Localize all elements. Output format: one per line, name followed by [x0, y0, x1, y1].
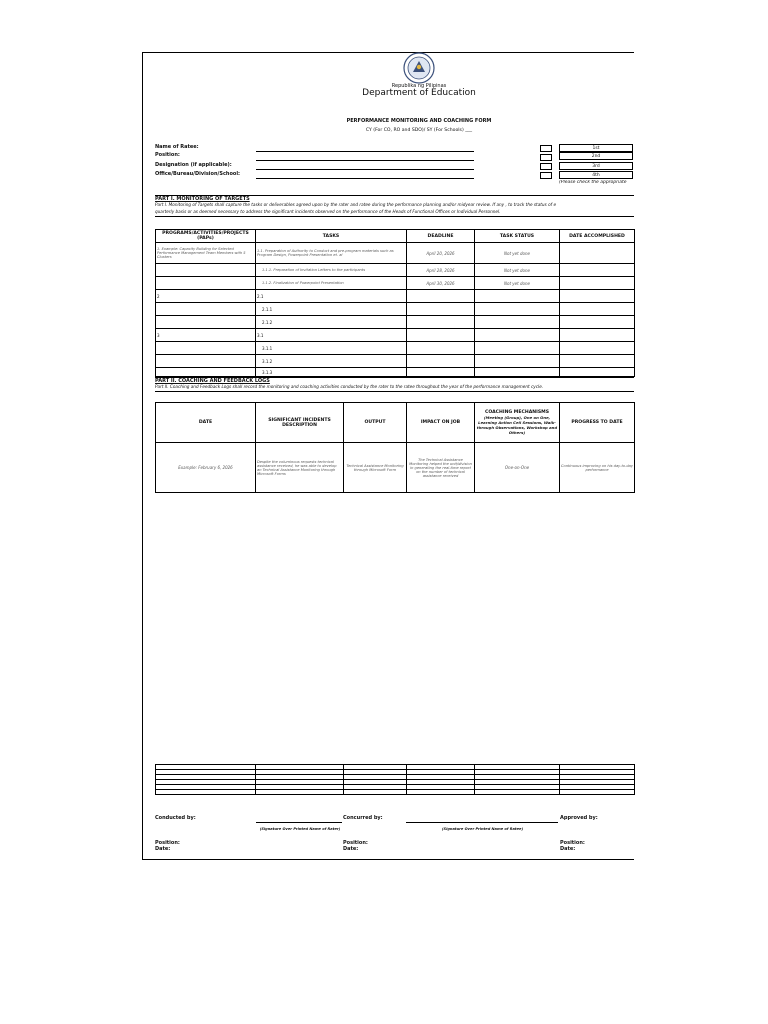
status-cell[interactable]	[475, 342, 560, 355]
cy-line: CY (For CO, RO and SDO)/ SY (For Schools) ___	[365, 128, 473, 133]
header-deadline: DEADLINE	[407, 230, 475, 243]
header-impact: IMPACT ON JOB	[407, 403, 475, 443]
coaching-mechanisms-title: COACHING MECHANISMS	[484, 410, 550, 415]
table-row	[156, 443, 635, 493]
rater-position-label: Position:	[155, 840, 180, 846]
accomplished-cell[interactable]	[560, 329, 635, 342]
accomplished-cell[interactable]	[560, 355, 635, 368]
part1-rule-bottom	[155, 216, 634, 217]
designation-field[interactable]	[256, 169, 474, 170]
blank-row	[156, 790, 635, 795]
task-cell[interactable]: 1.1.2. Finalization of Powerpoint Presentation	[256, 277, 407, 290]
quarter-1-checkbox[interactable]	[540, 145, 552, 152]
ratee-signature-caption: (Signature Over Printed Name of Ratee)	[441, 827, 524, 831]
conducted-by-label: Conducted by:	[155, 815, 196, 821]
task-cell[interactable]: 3.1.3	[256, 368, 407, 377]
blank-cell[interactable]	[256, 790, 344, 795]
office-field[interactable]	[256, 178, 474, 179]
deped-seal-icon	[402, 52, 436, 84]
task-cell[interactable]: 2.1.1	[256, 303, 407, 316]
header-incidents: SIGNIFICANT INCIDENTS DESCRIPTION	[256, 403, 344, 443]
deadline-cell[interactable]	[407, 329, 475, 342]
republic-label: Republika ng Pilipinas	[391, 83, 447, 89]
incident-cell[interactable]: Despite the voluminous requests technical assistance received, he was able to develop an Technical Assistance Monitoring through Microsoft Forms	[256, 443, 344, 493]
rater-signature-caption: (Signature Over Printed Name of Rater)	[259, 827, 341, 831]
table-row	[156, 290, 635, 303]
deadline-cell[interactable]: April 28, 2026	[407, 264, 475, 277]
pap-cell[interactable]	[156, 316, 256, 329]
ratee-position-label: Position:	[343, 840, 368, 846]
table-row	[156, 316, 635, 329]
header-coaching-mechanisms	[475, 403, 560, 443]
table-row	[156, 342, 635, 355]
task-cell[interactable]: 2.1.2	[256, 316, 407, 329]
status-cell[interactable]	[475, 355, 560, 368]
blank-cell[interactable]	[344, 790, 407, 795]
concurred-by-label: Concurred by:	[343, 815, 383, 821]
header-tasks: TASKS	[256, 230, 407, 243]
quarter-4-label: 4th	[559, 171, 633, 179]
table-row	[156, 368, 635, 377]
quarter-1-label: 1st	[559, 144, 633, 152]
status-cell[interactable]: Not yet done	[475, 264, 560, 277]
deadline-cell[interactable]	[407, 342, 475, 355]
progress-cell[interactable]: Continuous improving on his day-to-day performance	[560, 443, 635, 493]
deadline-cell[interactable]	[407, 355, 475, 368]
accomplished-cell[interactable]	[560, 342, 635, 355]
deadline-cell[interactable]	[407, 368, 475, 377]
blank-cell[interactable]	[407, 790, 475, 795]
pap-cell[interactable]	[156, 303, 256, 316]
impact-cell[interactable]: The Technical Assistance Monitoring helped the unit/division in generating the real-time report on the number of technical assistance received	[407, 443, 475, 493]
pap-cell[interactable]	[156, 368, 256, 377]
accomplished-cell[interactable]	[560, 290, 635, 303]
pap-cell[interactable]: 3	[156, 329, 256, 342]
coaching-header-row	[156, 403, 635, 443]
top-border	[142, 52, 634, 53]
ratee-signature-line[interactable]	[406, 822, 558, 823]
pap-cell[interactable]	[156, 342, 256, 355]
status-cell[interactable]	[475, 290, 560, 303]
part2-rule-bottom	[155, 391, 634, 392]
part2-title: PART II. COACHING AND FEEDBACK LOGS	[155, 378, 270, 384]
header-paps: PROGRAMS/ACTIVITIES/PROJECTS (PAPs)	[156, 230, 256, 243]
department-title: Department of Education	[362, 88, 476, 98]
approved-by-label: Approved by:	[560, 815, 598, 821]
name-field[interactable]	[256, 151, 474, 152]
table-row	[156, 264, 635, 277]
bottom-border	[142, 859, 634, 860]
task-cell[interactable]: 2.1	[256, 290, 407, 303]
targets-header-row	[156, 230, 635, 243]
blank-cell[interactable]	[560, 790, 635, 795]
table-row	[156, 277, 635, 290]
header-date-accomplished: DATE ACCOMPLISHED	[560, 230, 635, 243]
part1-desc-1: Part I. Monitoring of Targets shall capture the tasks or deliverables agreed upon by the rater and ratee during the performance planning and/or midyear review. If any , to track the status of e	[155, 202, 557, 207]
part1-desc-2: quarterly basis or as deemed necessary to address the significant incidents observed on the performance of the Heads of Functional Offices or Individual Personnel.	[155, 209, 501, 214]
part1-title: PART I. MONITORING OF TARGETS	[155, 196, 250, 202]
table-row	[156, 303, 635, 316]
status-cell[interactable]	[475, 303, 560, 316]
quarter-2-checkbox[interactable]	[540, 154, 552, 161]
deadline-cell[interactable]	[407, 290, 475, 303]
blank-cell[interactable]	[475, 790, 560, 795]
table-row	[156, 329, 635, 342]
designation-label: Designation (if applicable):	[155, 162, 232, 168]
status-cell[interactable]: Not yet done	[475, 243, 560, 264]
position-field[interactable]	[256, 160, 474, 161]
accomplished-cell[interactable]	[560, 368, 635, 377]
table-row	[156, 243, 635, 264]
form-title: PERFORMANCE MONITORING AND COACHING FORM	[346, 118, 492, 124]
quarter-3-label: 3rd	[559, 162, 633, 170]
ratee-date-label: Date:	[343, 846, 359, 852]
task-cell[interactable]: 1.1. Preparation of Authority to Conduct and pre-program materials such as Program Design, Powerpoint Presentation et. al	[256, 243, 407, 264]
quarter-2-label: 2nd	[559, 152, 633, 160]
accomplished-cell[interactable]	[560, 277, 635, 290]
pap-cell[interactable]: 1. Example: Capacity Building for Selected Performance Management Team Members with 5 Clusters	[156, 243, 256, 264]
approver-position-label: Position:	[560, 840, 585, 846]
status-cell[interactable]	[475, 368, 560, 377]
task-cell[interactable]: 3.1	[256, 329, 407, 342]
office-label: Office/Bureau/Division/School:	[155, 171, 241, 177]
pap-cell[interactable]: 2	[156, 290, 256, 303]
accomplished-cell[interactable]	[560, 243, 635, 264]
task-cell[interactable]: 1.1.1. Preparation of Invitation Letters to the participants	[256, 264, 407, 277]
part2-desc: Part II. Coaching and Feedback Logs shall record the monitoring and coaching activities conducted by the rater to the ratee throughout the year of the performance management cycle.	[155, 384, 544, 389]
table-row	[156, 355, 635, 368]
coaching-mechanisms-sub: (Meeting (Group), One on One, Learning Action Cell Sessions, Walk-through Observations, Workshop and Others)	[476, 415, 558, 435]
targets-table	[155, 229, 635, 377]
header-progress: PROGRESS TO DATE	[560, 403, 635, 443]
quarter-note: (Please check the appropriate	[559, 180, 627, 185]
pap-cell[interactable]	[156, 277, 256, 290]
task-cell[interactable]: 3.1.1	[256, 342, 407, 355]
left-border	[142, 52, 143, 860]
accomplished-cell[interactable]	[560, 316, 635, 329]
pap-cell[interactable]	[156, 355, 256, 368]
quarter-4-checkbox[interactable]	[540, 172, 552, 179]
blank-cell[interactable]	[156, 790, 256, 795]
mechanism-cell[interactable]: One-on-One	[475, 443, 560, 493]
name-label: Name of Ratee:	[155, 144, 199, 150]
header-task-status: TASK STATUS	[475, 230, 560, 243]
status-cell[interactable]	[475, 316, 560, 329]
header-date: DATE	[156, 403, 256, 443]
accomplished-cell[interactable]	[560, 303, 635, 316]
deadline-cell[interactable]: April 20, 2026	[407, 243, 475, 264]
deadline-cell[interactable]	[407, 303, 475, 316]
pap-cell[interactable]	[156, 264, 256, 277]
approver-date-label: Date:	[560, 846, 576, 852]
status-cell[interactable]: Not yet done	[475, 277, 560, 290]
accomplished-cell[interactable]	[560, 264, 635, 277]
output-cell[interactable]: Technical Assistance Monitoring through Microsoft Form	[344, 443, 407, 493]
date-cell[interactable]: Example: February 6, 2026	[156, 443, 256, 493]
task-cell[interactable]: 3.1.2	[256, 355, 407, 368]
position-label: Position:	[155, 152, 180, 158]
status-cell[interactable]	[475, 329, 560, 342]
quarter-3-checkbox[interactable]	[540, 163, 552, 170]
rater-date-label: Date:	[155, 846, 171, 852]
blank-log-grid	[155, 764, 635, 795]
deadline-cell[interactable]	[407, 316, 475, 329]
deadline-cell[interactable]: April 30, 2026	[407, 277, 475, 290]
coaching-table	[155, 402, 635, 493]
header-output: OUTPUT	[344, 403, 407, 443]
rater-signature-line[interactable]	[256, 822, 342, 823]
